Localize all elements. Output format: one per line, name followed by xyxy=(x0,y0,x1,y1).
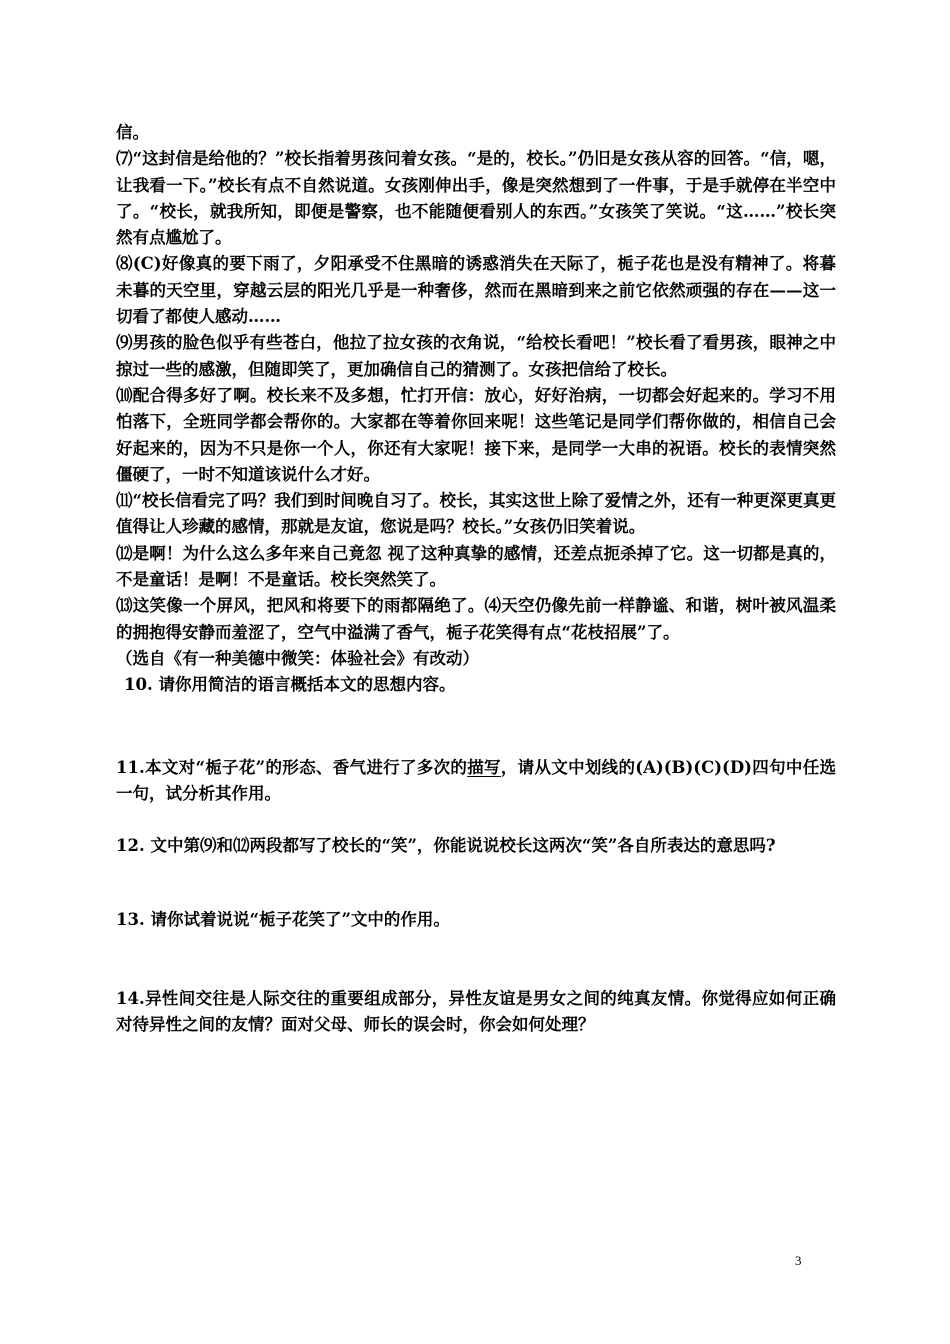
paragraph-8: ⑻(C)好像真的要下雨了，夕阳承受不住黑暗的诱惑消失在天际了，栀子花也是没有精神了。将暮未暮的天空里，穿越云层的阳光几乎是一种奢侈，然而在黑暗到来之前它依然顽强的存在——这一切看了都使人感动…… xyxy=(116,254,836,327)
question-10: 10. 请你用简洁的语言概括本文的思想内容。 xyxy=(124,675,456,695)
question-11-text-b: ，请从文中划线的(A)(B)(C)(D)四句中任选一句，试分析其作用。 xyxy=(116,757,837,803)
question-11-underlined: 描写 xyxy=(467,757,501,777)
paragraph-6-end: 信。 xyxy=(116,123,149,142)
paragraph-12: ⑿是啊！为什么这么多年来自己竟忽 视了这种真挚的感情，还差点扼杀掉了它。这一切都是真的，不是童话！是啊！不是童话。校长突然笑了。 xyxy=(116,543,836,590)
question-14: 14.异性间交往是人际交往的重要组成部分，异性友谊是男女之间的纯真友情。你觉得应如何正确对待异性之间的友情？面对父母、师长的误会时，你会如何处理？ xyxy=(116,988,836,1035)
paragraph-10: ⑽配合得多好了啊。校长来不及多想，忙打开信：放心，好好治病，一切都会好起来的。学习不用怕落下，全班同学都会帮你的。大家都在等着你回来呢！这些笔记是同学们帮你做的，相信自己会好起来的，因为不只是你一个人，你还有大家呢！接下来，是同学一大串的祝语。校长的表情突然僵硬了，一时不知道该说什么才好。 xyxy=(116,385,836,484)
paragraph-9: ⑼男孩的脸色似乎有些苍白，他拉了拉女孩的衣角说，“给校长看吧！”校长看了看男孩，眼神之中掠过一些的感激，但随即笑了，更加确信自己的猜测了。女孩把信给了校长。 xyxy=(116,333,836,379)
paragraph-7: ⑺“这封信是给他的？”校长指着男孩问着女孩。“是的，校长。”仍旧是女孩从容的回答。“信，嗯，让我看一下。”校长有点不自然说道。女孩刚伸出手，像是突然想到了一件事，于是手就停在半空中了。“校长，就我所知，即便是警察，也不能随便看别人的东西。”女孩笑了笑说。“这……”校长突然有点尴尬了。 xyxy=(116,149,836,248)
question-13: 13. 请你试着说说“栀子花笑了”文中的作用。 xyxy=(116,910,450,930)
paragraph-11: ⑾“校长信看完了吗？我们到时间晚自习了。校长，其实这世上除了爱情之外，还有一种更深更真更值得让人珍藏的感情，那就是友谊，您说是吗？校长。”女孩仍旧笑着说。 xyxy=(116,491,836,537)
question-12: 12. 文中第⑼和⑿两段都写了校长的“笑”，你能说说校长这两次“笑”各自所表达的意思吗? xyxy=(116,836,776,856)
document-body xyxy=(116,120,836,1038)
source-note: （选自《有一种美德中微笑：体验社会》有改动） xyxy=(116,648,479,668)
question-11 xyxy=(116,755,836,808)
paragraph-13: ⒀这笑像一个屏风，把风和将要下的雨都隔绝了。⑷天空仍像先前一样静谧、和谐，树叶被风温柔的拥抱得安静而羞涩了，空气中溢满了香气，栀子花笑得有点“花枝招展”了。 xyxy=(116,596,836,642)
page-number: 3 xyxy=(795,1253,802,1268)
question-11-text-a: 11.本文对“栀子花”的形态、香气进行了多次的 xyxy=(116,757,468,777)
